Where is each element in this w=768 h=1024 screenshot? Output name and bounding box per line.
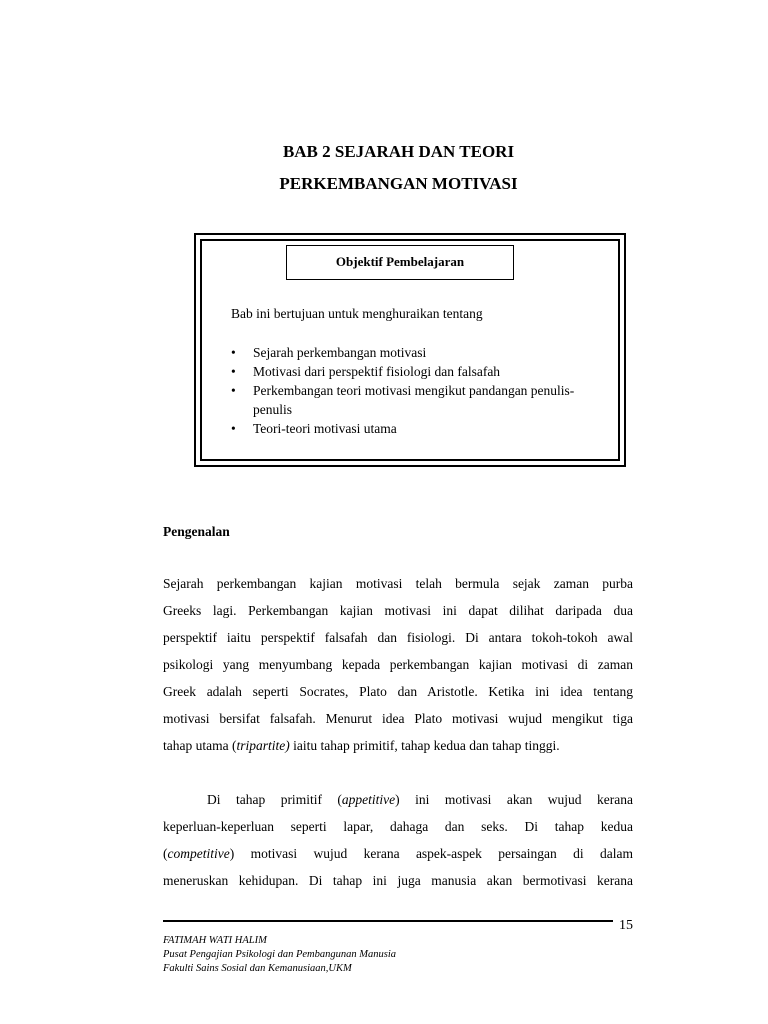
paragraph-2 (163, 792, 633, 900)
bullet: • (231, 345, 236, 360)
objectives-intro: Bab ini bertujuan untuk menghuraikan tentang (231, 306, 483, 321)
objectives-item-text: Sejarah perkembangan motivasi (253, 345, 427, 360)
italic-term: competitive (167, 846, 230, 861)
objectives-item-text: Teori-teori motivasi utama (253, 421, 397, 436)
paragraph-line: motivasi bersifat falsafah. Menurut idea Plato motivasi wujud mengikut tiga (163, 711, 633, 726)
footer-author: FATIMAH WATI HALIM (163, 935, 267, 946)
text-run: Di tahap primitif ( (207, 792, 342, 807)
paragraph-line (163, 846, 633, 873)
bullet: • (231, 421, 236, 436)
objectives-item (231, 343, 591, 362)
paragraph-line: perspektif iaitu perspektif falsafah dan fisiologi. Di antara tokoh-tokoh awal (163, 630, 633, 645)
objectives-item (231, 362, 591, 381)
chapter-title-line2: PERKEMBANGAN MOTIVASI (279, 174, 518, 193)
section-heading: Pengenalan (163, 524, 230, 539)
objectives-item-text: Motivasi dari perspektif fisiologi dan falsafah (253, 364, 501, 379)
paragraph-line: Greeks lagi. Perkembangan kajian motivasi ini dapat dilihat daripada dua (163, 603, 633, 618)
paragraph-line (163, 738, 633, 765)
footer-rule (163, 920, 613, 922)
footer-line: Pusat Pengajian Psikologi dan Pembangunan Manusia (163, 949, 397, 960)
text-run: ) motivasi wujud kerana aspek-aspek persaingan di dalam (229, 846, 633, 861)
text-run: iaitu tahap primitif, tahap kedua dan tahap tinggi. (289, 738, 560, 753)
objectives-list (231, 343, 591, 438)
text-run: ( (163, 846, 168, 861)
footer (163, 934, 396, 976)
bullet: • (231, 364, 236, 379)
page-number: 15 (619, 918, 633, 933)
objectives-item (231, 419, 591, 438)
paragraph-line: meneruskan kehidupan. Di tahap ini juga manusia akan bermotivasi kerana (163, 873, 633, 888)
italic-term: tripartite) (236, 738, 290, 753)
paragraph-line (163, 792, 633, 819)
paragraph-line: keperluan-keperluan seperti lapar, dahaga dan seks. Di tahap kedua (163, 819, 633, 834)
paragraph-1 (163, 576, 633, 765)
paragraph-line: Sejarah perkembangan kajian motivasi telah bermula sejak zaman purba (163, 576, 633, 591)
italic-term: appetitive (341, 792, 396, 807)
objectives-item-text: Perkembangan teori motivasi mengikut pandangan penulis-penulis (253, 383, 575, 417)
text-run: tahap utama ( (163, 738, 237, 753)
footer-line: Fakulti Sains Sosial dan Kemanusiaan,UKM (163, 963, 352, 974)
paragraph-line: psikologi yang menyumbang kepada perkembangan kajian motivasi di zaman (163, 657, 633, 672)
bullet: • (231, 383, 236, 398)
text-run: ) ini motivasi akan wujud kerana (395, 792, 633, 807)
chapter-title-line1: BAB 2 SEJARAH DAN TEORI (282, 142, 515, 161)
paragraph-line: Greek adalah seperti Socrates, Plato dan Aristotle. Ketika ini idea tentang (163, 684, 633, 699)
objectives-heading: Objektif Pembelajaran (286, 245, 514, 280)
objectives-item (231, 381, 591, 419)
